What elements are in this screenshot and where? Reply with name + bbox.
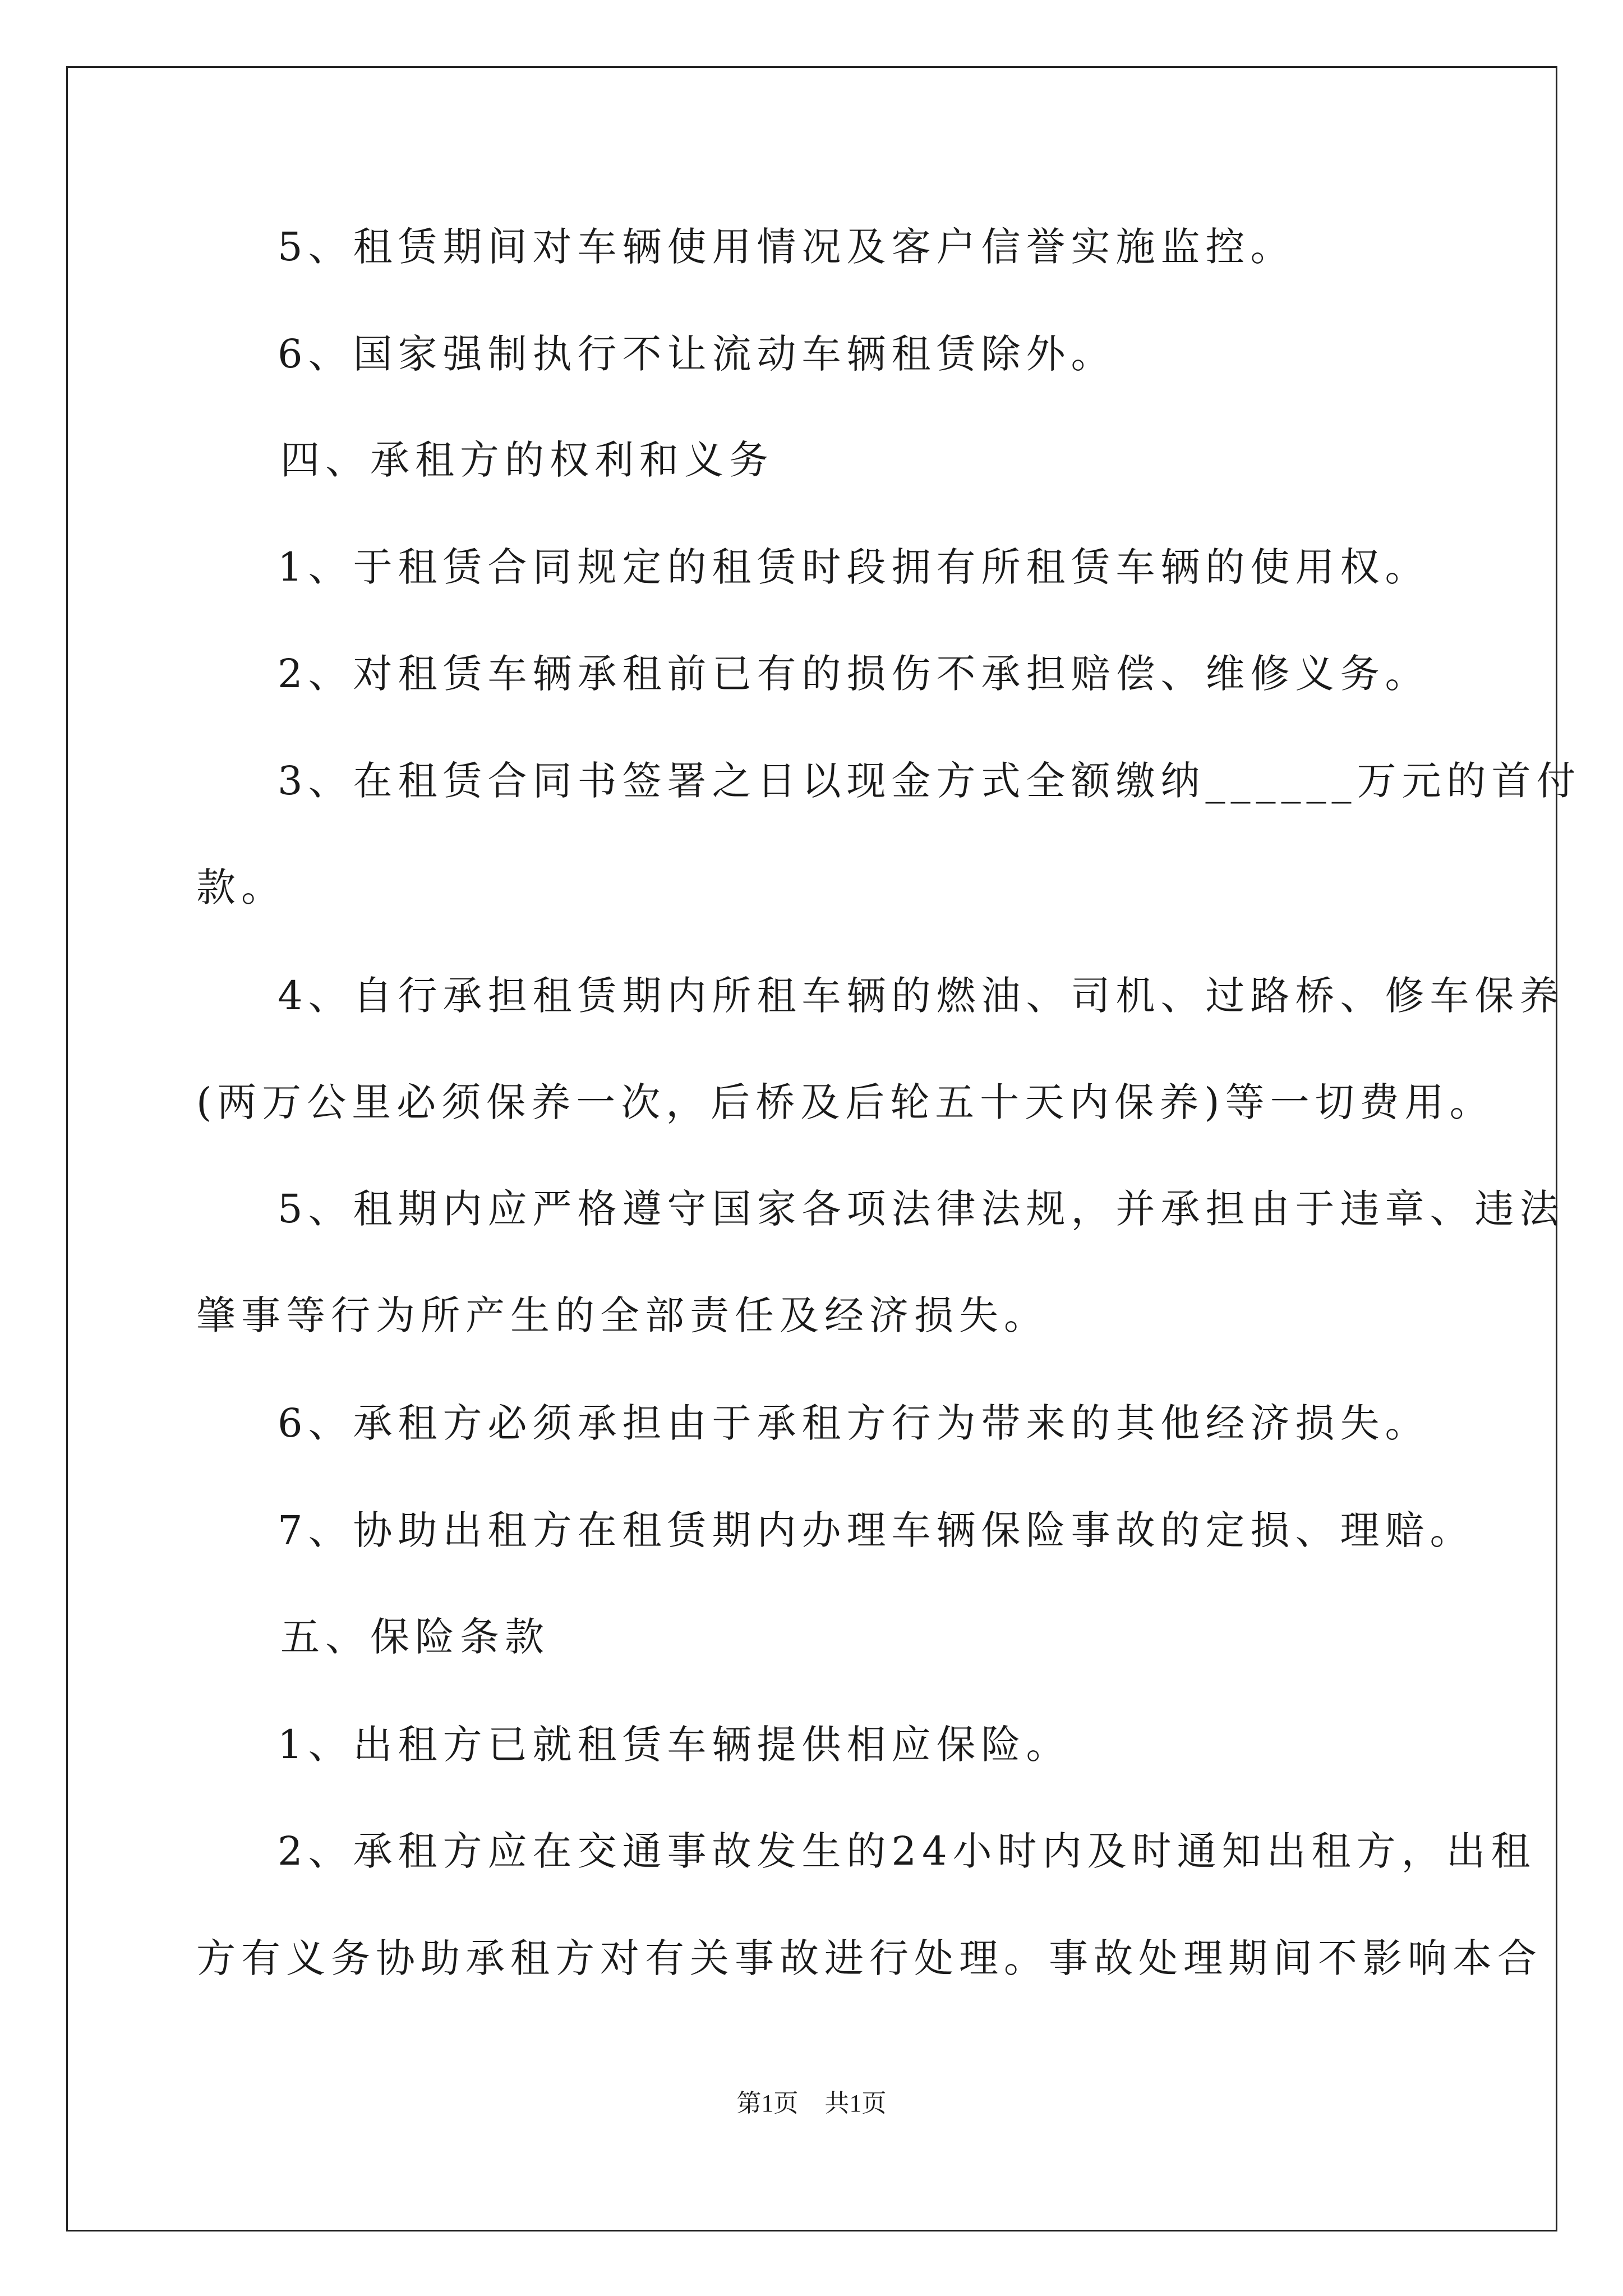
clause-lessee-4-cont: (两万公里必须保养一次，后桥及后轮五十天内保养)等一切费用。 [196, 1079, 1495, 1125]
clause-lessee-1: 1、于租赁合同规定的租赁时段拥有所租赁车辆的使用权。 [278, 544, 1430, 590]
page-border [66, 66, 1557, 2231]
section-heading-insurance: 五、保险条款 [280, 1614, 550, 1660]
clause-lessee-7: 7、协助出租方在租赁期内办理车辆保险事故的定损、理赔。 [278, 1507, 1475, 1553]
clause-lessee-5-cont: 肇事等行为所产生的全部责任及经济损失。 [196, 1292, 1049, 1338]
page-footer [0, 2087, 1623, 2120]
page-total: 共1页 [824, 2090, 887, 2117]
clause-lessee-6: 6、承租方必须承担由于承租方行为带来的其他经济损失。 [278, 1400, 1430, 1446]
clause-lessee-4: 4、自行承担租赁期内所租车辆的燃油、司机、过路桥、修车保养 [278, 973, 1565, 1019]
section-heading-lessee-rights: 四、承租方的权利和义务 [280, 437, 774, 483]
clause-lessee-3: 3、在租赁合同书签署之日以现金方式全额缴纳______万元的首付 [278, 758, 1581, 804]
page-number: 第1页 [736, 2090, 799, 2117]
clause-insurance-2-cont: 方有义务协助承租方对有关事故进行处理。事故处理期间不影响本合 [196, 1935, 1542, 1981]
clause-lessee-5: 5、租期内应严格遵守国家各项法律法规，并承担由于违章、违法 [278, 1186, 1565, 1232]
clause-lessee-2: 2、对租赁车辆承租前已有的损伤不承担赔偿、维修义务。 [278, 651, 1430, 697]
clause-lessee-3-cont: 款。 [196, 864, 286, 910]
clause-insurance-2: 2、承租方应在交通事故发生的24小时内及时通知出租方，出租 [278, 1828, 1536, 1874]
clause-insurance-1: 1、出租方已就租赁车辆提供相应保险。 [278, 1722, 1071, 1768]
clause-lessor-6: 6、国家强制执行不让流动车辆租赁除外。 [278, 331, 1116, 377]
clause-lessor-5: 5、租赁期间对车辆使用情况及客户信誉实施监控。 [278, 224, 1295, 270]
